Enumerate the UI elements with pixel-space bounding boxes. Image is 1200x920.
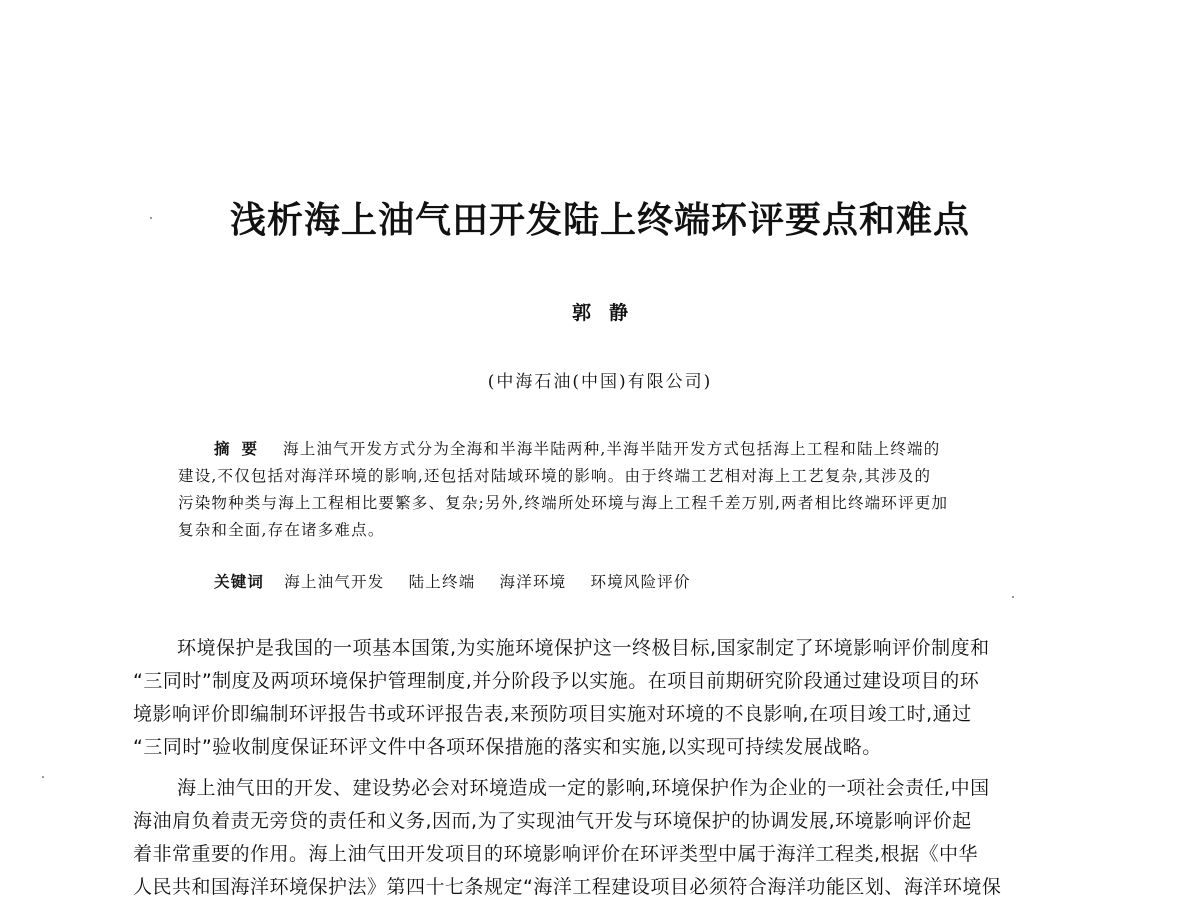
body-line: 环境保护是我国的一项基本国策,为实施环境保护这一终极目标,国家制定了环境影响评价制度和 (177, 637, 990, 659)
author-affiliation: (中海石油(中国)有限公司) (487, 372, 713, 392)
abstract-text: 海上油气开发方式分为全海和半海半陆两种,半海半陆开发方式包括海上工程和陆上终端的 (283, 440, 941, 458)
body-line: 海上油气田的开发、建设势必会对环境造成一定的影响,环境保护作为企业的一项社会责任,中国 (177, 777, 990, 799)
paper-title: 浅析海上油气田开发陆上终端环评要点和难点 (229, 200, 970, 241)
abstract-block (178, 436, 1030, 544)
body-line: 人民共和国海洋环境保护法》第四十七条规定“海洋工程建设项目必须符合海洋功能区划、海洋环境保 (133, 876, 1002, 898)
body-line: 海油肩负着责无旁贷的责任和义务,因而,为了实现油气开发与环境保护的协调发展,环境影响评价起 (133, 810, 972, 832)
body-line: “三同时”验收制度保证环评文件中各项环保措施的落实和实施,以实现可持续发展战略。 (133, 736, 882, 758)
keyword-item: 海洋环境 (499, 573, 567, 591)
abstract-line: 复杂和全面,存在诸多难点。 (178, 521, 385, 539)
keywords-line (214, 570, 709, 592)
abstract-line (178, 436, 1030, 463)
abstract-label: 摘要 (214, 440, 270, 458)
body-paragraph-1 (133, 632, 1073, 764)
keyword-item: 陆上终端 (408, 573, 476, 591)
keyword-item: 海上油气开发 (284, 573, 385, 591)
body-paragraph-2 (133, 772, 1073, 904)
body-text (133, 632, 1073, 904)
body-line: 着非常重要的作用。海上油气田开发项目的环境影响评价在环评类型中属于海洋工程类,根据《中华 (133, 843, 979, 865)
author-name: 郭静 (571, 302, 646, 324)
scan-speck (1012, 596, 1014, 598)
abstract-line: 建设,不仅包括对海洋环境的影响,还包括对陆域环境的影响。由于终端工艺相对海上工艺复杂,其涉及的 (178, 467, 932, 485)
abstract-line: 污染物种类与海上工程相比要繁多、复杂;另外,终端所处环境与海上工程千差万别,两者相比终端环评更加 (178, 494, 949, 512)
body-line: “三同时”制度及两项环境保护管理制度,并分阶段予以实施。在项目前期研究阶段通过建设项目的环 (133, 670, 980, 692)
scan-speck (150, 217, 152, 219)
paragraph-gap (133, 764, 1073, 772)
scan-speck (42, 776, 44, 778)
keywords-label: 关键词 (214, 573, 265, 591)
keyword-item: 环境风险评价 (590, 573, 691, 591)
body-line: 境影响评价即编制环评报告书或环评报告表,来预防项目实施对环境的不良影响,在项目竣工时,通过 (133, 703, 972, 725)
